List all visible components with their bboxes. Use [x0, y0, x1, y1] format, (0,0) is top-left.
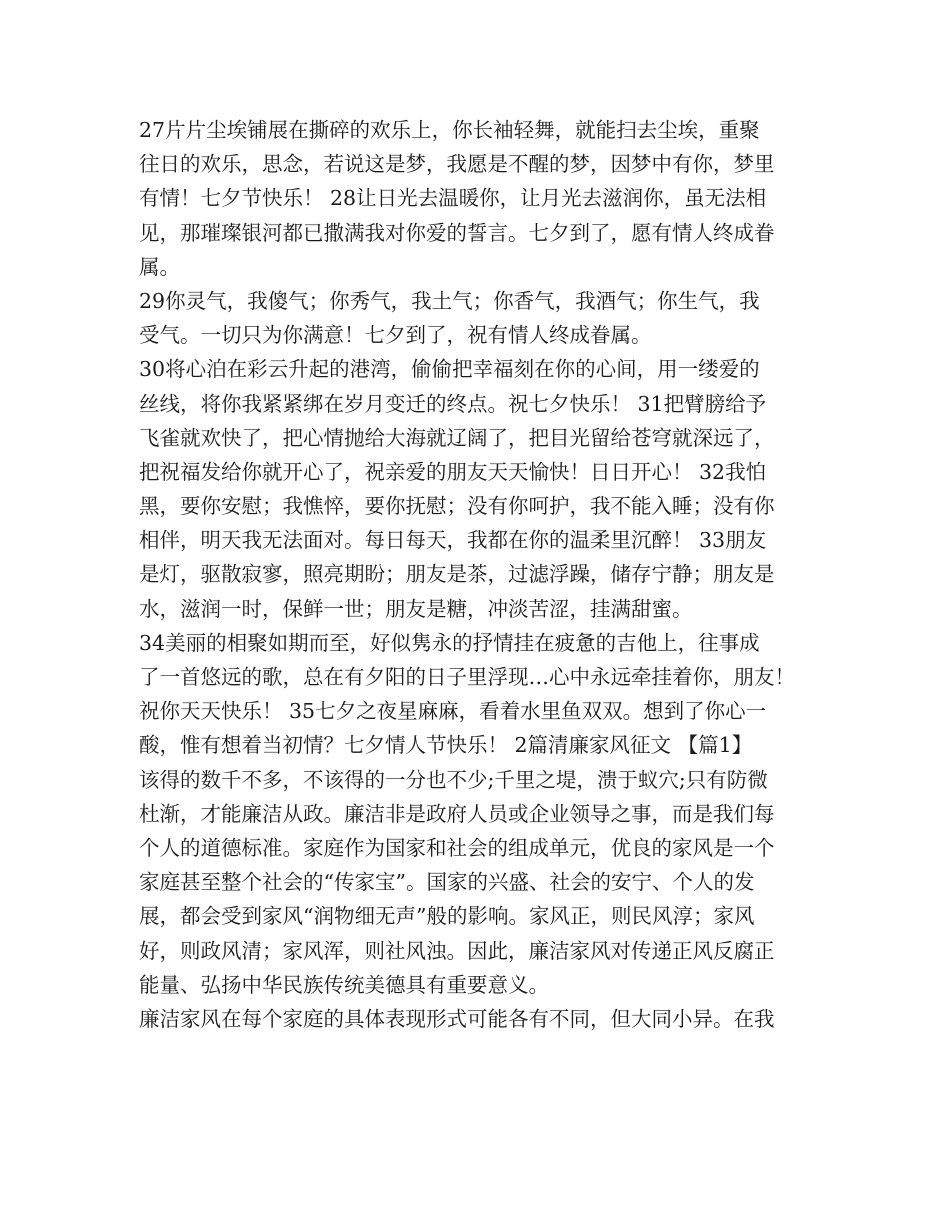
text-line: 丝线，将你我紧紧绑在岁月变迁的终点。祝七夕快乐！ 31把臂膀给予: [139, 391, 767, 416]
text-line: 有情！七夕节快乐！ 28让日光去温暖你，让月光去滋润你，虽无法相: [139, 186, 767, 211]
text-line: 见，那璀璨银河都已撒满我对你爱的誓言。七夕到了，愿有情人终成眷: [139, 220, 775, 245]
text-line: 34美丽的相聚如期而至，好似隽永的抒情挂在疲惫的吉他上，往事成: [139, 630, 760, 655]
text-line: 酸，惟有想着当初情？七夕情人节快乐！ 2篇清廉家风征文 【篇1】: [139, 733, 753, 758]
text-line: 廉洁家风在每个家庭的具体表现形式可能各有不同，但大同小异。在我: [139, 1006, 775, 1031]
text-line: 29你灵气，我傻气；你秀气，我土气；你香气，我酒气；你生气，我: [139, 288, 760, 313]
text-line: 把祝福发给你就开心了，祝亲爱的朋友天天愉快！日日开心！ 32我怕: [139, 459, 767, 484]
text-line: 受气。一切只为你满意！七夕到了，祝有情人终成眷属。: [139, 323, 652, 348]
text-line: 祝你天天快乐！ 35七夕之夜星麻麻，看着水里鱼双双。想到了你心一: [139, 699, 767, 724]
text-line: 相伴，明天我无法面对。每日每天，我都在你的温柔里沉醉！ 33朋友: [139, 528, 767, 553]
text-line: 了一首悠远的歌，总在有夕阳的日子里浮现…心中永远牵挂着你，朋友！: [139, 665, 795, 689]
text-line: 往日的欢乐，思念，若说这是梦，我愿是不醒的梦，因梦中有你，梦里: [139, 152, 775, 177]
text-line: 飞雀就欢快了，把心情抛给大海就辽阔了，把目光留给苍穹就深远了，: [139, 425, 775, 450]
text-line: 30将心泊在彩云升起的港湾，偷偷把幸福刻在你的心间，用一缕爱的: [139, 357, 760, 382]
text-line: 水，滋润一时，保鲜一世；朋友是糖，冲淡苦涩，挂满甜蜜。: [139, 596, 693, 621]
text-line: 属。: [139, 254, 180, 279]
text-line: 杜渐，才能廉洁从政。廉洁非是政府人员或企业领导之事，而是我们每: [139, 801, 775, 826]
text-line: 好，则政风清；家风浑，则社风浊。因此，廉洁家风对传递正风反腐正: [139, 938, 775, 963]
text-line: 是灯，驱散寂寥，照亮期盼；朋友是茶，过滤浮躁，储存宁静；朋友是: [139, 562, 775, 587]
document-body: [139, 113, 819, 1036]
text-line: 个人的道德标准。家庭作为国家和社会的组成单元，优良的家风是一个: [139, 835, 775, 860]
text-line: 家庭甚至整个社会的“传家宝”。国家的兴盛、社会的安宁、个人的发: [139, 870, 755, 895]
text-line: 黑，要你安慰；我憔悴，要你抚慰；没有你呵护，我不能入睡；没有你: [139, 494, 775, 519]
text-line: 展，都会受到家风“润物细无声”般的影响。家风正，则民风淳；家风: [139, 904, 755, 929]
text-line: 27片片尘埃铺展在撕碎的欢乐上，你长袖轻舞，就能扫去尘埃，重聚: [139, 118, 760, 142]
text-line: 能量、弘扬中华民族传统美德具有重要意义。: [139, 972, 549, 997]
text-line: 该得的数千不多，不该得的一分也不少;千里之堤，溃于蚁穴;只有防微: [139, 767, 768, 792]
